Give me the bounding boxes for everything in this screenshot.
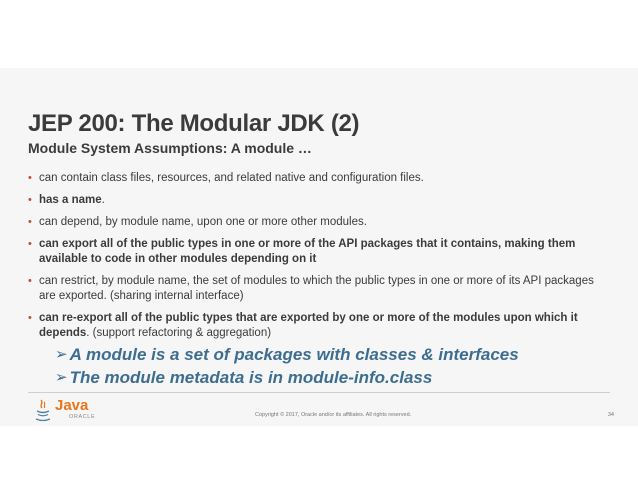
bullet-dot-icon: •: [28, 275, 32, 287]
bullet-text: . (support refactoring & aggregation): [86, 327, 272, 339]
callout-text: A module is a set of packages with classes & interfaces: [69, 345, 519, 364]
bullet-dot-icon: •: [28, 194, 32, 206]
bullet-text: has a name: [39, 194, 102, 206]
arrow-bullet-icon: ➢: [55, 369, 68, 386]
bullet-dot-icon: •: [28, 172, 32, 184]
bullet-dot-icon: •: [28, 312, 32, 324]
bullet-text: can export all of the public types in one or more of the API packages that it contains, making them available to code in other modules depending on it: [39, 238, 576, 265]
copyright-text: Copyright © 2017, Oracle and/or its affiliates. All rights reserved.: [255, 412, 412, 418]
bullet-dot-icon: •: [28, 216, 32, 228]
bullet-item: [28, 274, 600, 304]
bullet-text: can depend, by module name, upon one or more other modules.: [39, 216, 367, 228]
callout-item: [55, 366, 519, 389]
footer-divider: [28, 392, 610, 393]
logo-java-text: Java: [55, 397, 89, 414]
bullet-item: [28, 311, 600, 341]
java-logo: [34, 398, 96, 424]
slide-title: JEP 200: The Modular JDK (2): [28, 110, 360, 137]
logo-text-group: [55, 398, 95, 421]
bullet-item: [28, 193, 600, 208]
slide-number: 34: [607, 412, 614, 418]
callout-list: [55, 343, 519, 389]
slide-subtitle: Module System Assumptions: A module …: [28, 140, 312, 156]
bullet-item: [28, 171, 600, 186]
logo-oracle-text: ORACLE: [69, 414, 96, 420]
bullet-text: can restrict, by module name, the set of modules to which the public types in one or more of its API packages are exported. (sharing internal interface): [39, 275, 594, 302]
bullet-dot-icon: •: [28, 238, 32, 250]
callout-item: [55, 343, 519, 366]
slide: [0, 68, 638, 426]
arrow-bullet-icon: ➢: [55, 346, 68, 363]
bullet-item: [28, 237, 600, 267]
java-cup-icon: [34, 398, 52, 424]
bullet-text: .: [101, 194, 105, 206]
bullet-text: can contain class files, resources, and related native and configuration files.: [39, 172, 424, 184]
callout-text: The module metadata is in module-info.class: [69, 368, 433, 387]
bullet-list: [28, 171, 600, 348]
bullet-text: can re-export all of the public types that are exported by one or more of the modules upon which it depends: [39, 312, 578, 339]
bullet-item: [28, 215, 600, 230]
